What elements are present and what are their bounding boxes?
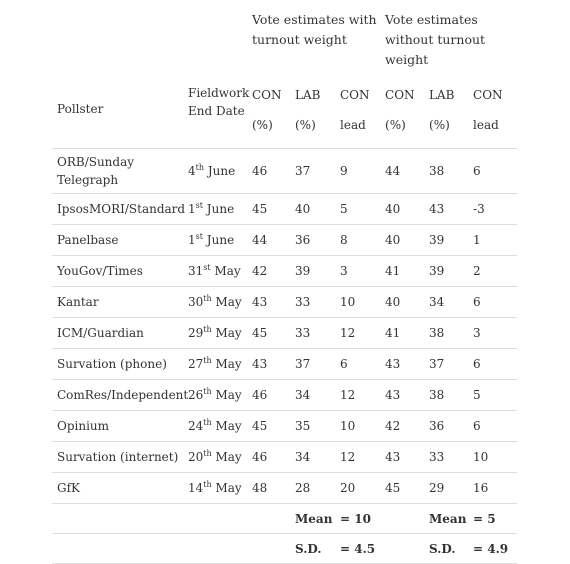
con-with-cell: 46 <box>247 149 290 194</box>
lead-with-cell: 12 <box>335 318 380 349</box>
lead-with-cell: 6 <box>335 349 380 380</box>
con-without-cell: 45 <box>380 473 424 504</box>
header-without-turnout: Vote estimates without turnout weight <box>385 12 486 67</box>
con-with-cell: 48 <box>247 473 290 504</box>
sd-value-without: = 4.9 <box>468 534 517 564</box>
lab-with-cell: 39 <box>290 256 335 287</box>
pollster-cell: Kantar <box>52 287 183 318</box>
table-body <box>52 149 517 504</box>
table-row <box>52 194 517 225</box>
footer-blank <box>183 504 247 534</box>
con-with-cell: 43 <box>247 349 290 380</box>
lead-with-cell: 20 <box>335 473 380 504</box>
lead-without-cell: 10 <box>468 442 517 473</box>
fieldwork-date-cell: 31st May <box>183 256 247 287</box>
con-without-cell: 44 <box>380 149 424 194</box>
table-row <box>52 473 517 504</box>
table-row <box>52 380 517 411</box>
lab-without-cell: 39 <box>424 256 468 287</box>
lead-without-cell: 6 <box>468 149 517 194</box>
fieldwork-date-cell: 1st June <box>183 225 247 256</box>
fieldwork-date-cell: 20th May <box>183 442 247 473</box>
header-lead-with: CON lead <box>335 70 380 149</box>
lead-with-cell: 10 <box>335 411 380 442</box>
con-without-cell: 41 <box>380 318 424 349</box>
lab-without-cell: 34 <box>424 287 468 318</box>
lead-with-cell: 5 <box>335 194 380 225</box>
fieldwork-date-cell: 30th May <box>183 287 247 318</box>
lead-without-cell: 16 <box>468 473 517 504</box>
pollster-cell: ORB/Sunday Telegraph <box>52 149 183 194</box>
header-lead-without: CON lead <box>468 70 517 149</box>
pollster-cell: GfK <box>52 473 183 504</box>
lead-without-cell: 5 <box>468 380 517 411</box>
con-with-cell: 43 <box>247 287 290 318</box>
pollster-cell: Panelbase <box>52 225 183 256</box>
lead-with-cell: 9 <box>335 149 380 194</box>
con-with-cell: 46 <box>247 380 290 411</box>
fieldwork-date-cell: 29th May <box>183 318 247 349</box>
lead-with-cell: 12 <box>335 380 380 411</box>
con-without-cell: 41 <box>380 256 424 287</box>
lab-without-cell: 38 <box>424 318 468 349</box>
con-without-cell: 43 <box>380 442 424 473</box>
lab-without-cell: 36 <box>424 411 468 442</box>
mean-row <box>52 504 517 534</box>
header-fieldwork: Fieldwork End Date <box>183 70 247 149</box>
footer-blank <box>380 504 424 534</box>
table-row <box>52 149 517 194</box>
table-row <box>52 442 517 473</box>
fieldwork-date-cell: 1st June <box>183 194 247 225</box>
lab-with-cell: 36 <box>290 225 335 256</box>
header-blank <box>183 6 247 70</box>
lead-with-cell: 3 <box>335 256 380 287</box>
poll-estimates-table <box>52 6 517 564</box>
con-with-cell: 42 <box>247 256 290 287</box>
table-row <box>52 287 517 318</box>
lead-without-cell: 3 <box>468 318 517 349</box>
table-row <box>52 256 517 287</box>
lead-with-cell: 8 <box>335 225 380 256</box>
lab-without-cell: 39 <box>424 225 468 256</box>
table-row <box>52 349 517 380</box>
fieldwork-date-cell: 24th May <box>183 411 247 442</box>
header-group-row <box>52 6 517 70</box>
footer-blank <box>52 504 183 534</box>
pollster-cell: Survation (phone) <box>52 349 183 380</box>
mean-value-with: = 10 <box>335 504 380 534</box>
header-with-turnout: Vote estimates with turnout weight <box>252 12 377 47</box>
lab-without-cell: 37 <box>424 349 468 380</box>
table-row <box>52 225 517 256</box>
con-without-cell: 43 <box>380 349 424 380</box>
lead-without-cell: -3 <box>468 194 517 225</box>
pollster-cell: Opinium <box>52 411 183 442</box>
lab-without-cell: 33 <box>424 442 468 473</box>
lab-with-cell: 40 <box>290 194 335 225</box>
pollster-cell: Survation (internet) <box>52 442 183 473</box>
con-without-cell: 42 <box>380 411 424 442</box>
lead-without-cell: 6 <box>468 349 517 380</box>
con-with-cell: 46 <box>247 442 290 473</box>
fieldwork-date-cell: 14th May <box>183 473 247 504</box>
sd-label-without: S.D. <box>424 534 468 564</box>
header-pollster: Pollster <box>52 70 183 149</box>
lab-with-cell: 34 <box>290 380 335 411</box>
table-row <box>52 318 517 349</box>
pollster-cell: ComRes/Independent <box>52 380 183 411</box>
header-blank <box>52 6 183 70</box>
header-con-without: CON (%) <box>380 70 424 149</box>
lab-with-cell: 33 <box>290 318 335 349</box>
lab-with-cell: 33 <box>290 287 335 318</box>
sd-value-with: = 4.5 <box>335 534 380 564</box>
con-with-cell: 45 <box>247 318 290 349</box>
lead-with-cell: 12 <box>335 442 380 473</box>
fieldwork-date-cell: 4th June <box>183 149 247 194</box>
con-with-cell: 45 <box>247 194 290 225</box>
lab-without-cell: 38 <box>424 149 468 194</box>
footer-blank <box>183 534 247 564</box>
con-with-cell: 44 <box>247 225 290 256</box>
lab-with-cell: 37 <box>290 349 335 380</box>
lab-with-cell: 34 <box>290 442 335 473</box>
header-lab-without: LAB (%) <box>424 70 468 149</box>
lab-without-cell: 43 <box>424 194 468 225</box>
lab-without-cell: 29 <box>424 473 468 504</box>
footer-blank <box>52 534 183 564</box>
con-without-cell: 40 <box>380 194 424 225</box>
mean-value-without: = 5 <box>468 504 517 534</box>
sd-row <box>52 534 517 564</box>
table-row <box>52 411 517 442</box>
con-without-cell: 43 <box>380 380 424 411</box>
header-column-row <box>52 70 517 149</box>
lab-with-cell: 35 <box>290 411 335 442</box>
lab-with-cell: 28 <box>290 473 335 504</box>
lead-without-cell: 6 <box>468 287 517 318</box>
header-con-with: CON (%) <box>247 70 290 149</box>
mean-label-with: Mean <box>290 504 335 534</box>
pollster-cell: IpsosMORI/Standard <box>52 194 183 225</box>
con-with-cell: 45 <box>247 411 290 442</box>
fieldwork-date-cell: 27th May <box>183 349 247 380</box>
lead-without-cell: 1 <box>468 225 517 256</box>
header-lab-with: LAB (%) <box>290 70 335 149</box>
lead-without-cell: 2 <box>468 256 517 287</box>
lab-without-cell: 38 <box>424 380 468 411</box>
pollster-cell: ICM/Guardian <box>52 318 183 349</box>
lead-with-cell: 10 <box>335 287 380 318</box>
lead-without-cell: 6 <box>468 411 517 442</box>
footer-blank <box>247 504 290 534</box>
con-without-cell: 40 <box>380 287 424 318</box>
lab-with-cell: 37 <box>290 149 335 194</box>
fieldwork-date-cell: 26th May <box>183 380 247 411</box>
sd-label-with: S.D. <box>290 534 335 564</box>
pollster-cell: YouGov/Times <box>52 256 183 287</box>
con-without-cell: 40 <box>380 225 424 256</box>
footer-blank <box>380 534 424 564</box>
footer-blank <box>247 534 290 564</box>
mean-label-without: Mean <box>424 504 468 534</box>
